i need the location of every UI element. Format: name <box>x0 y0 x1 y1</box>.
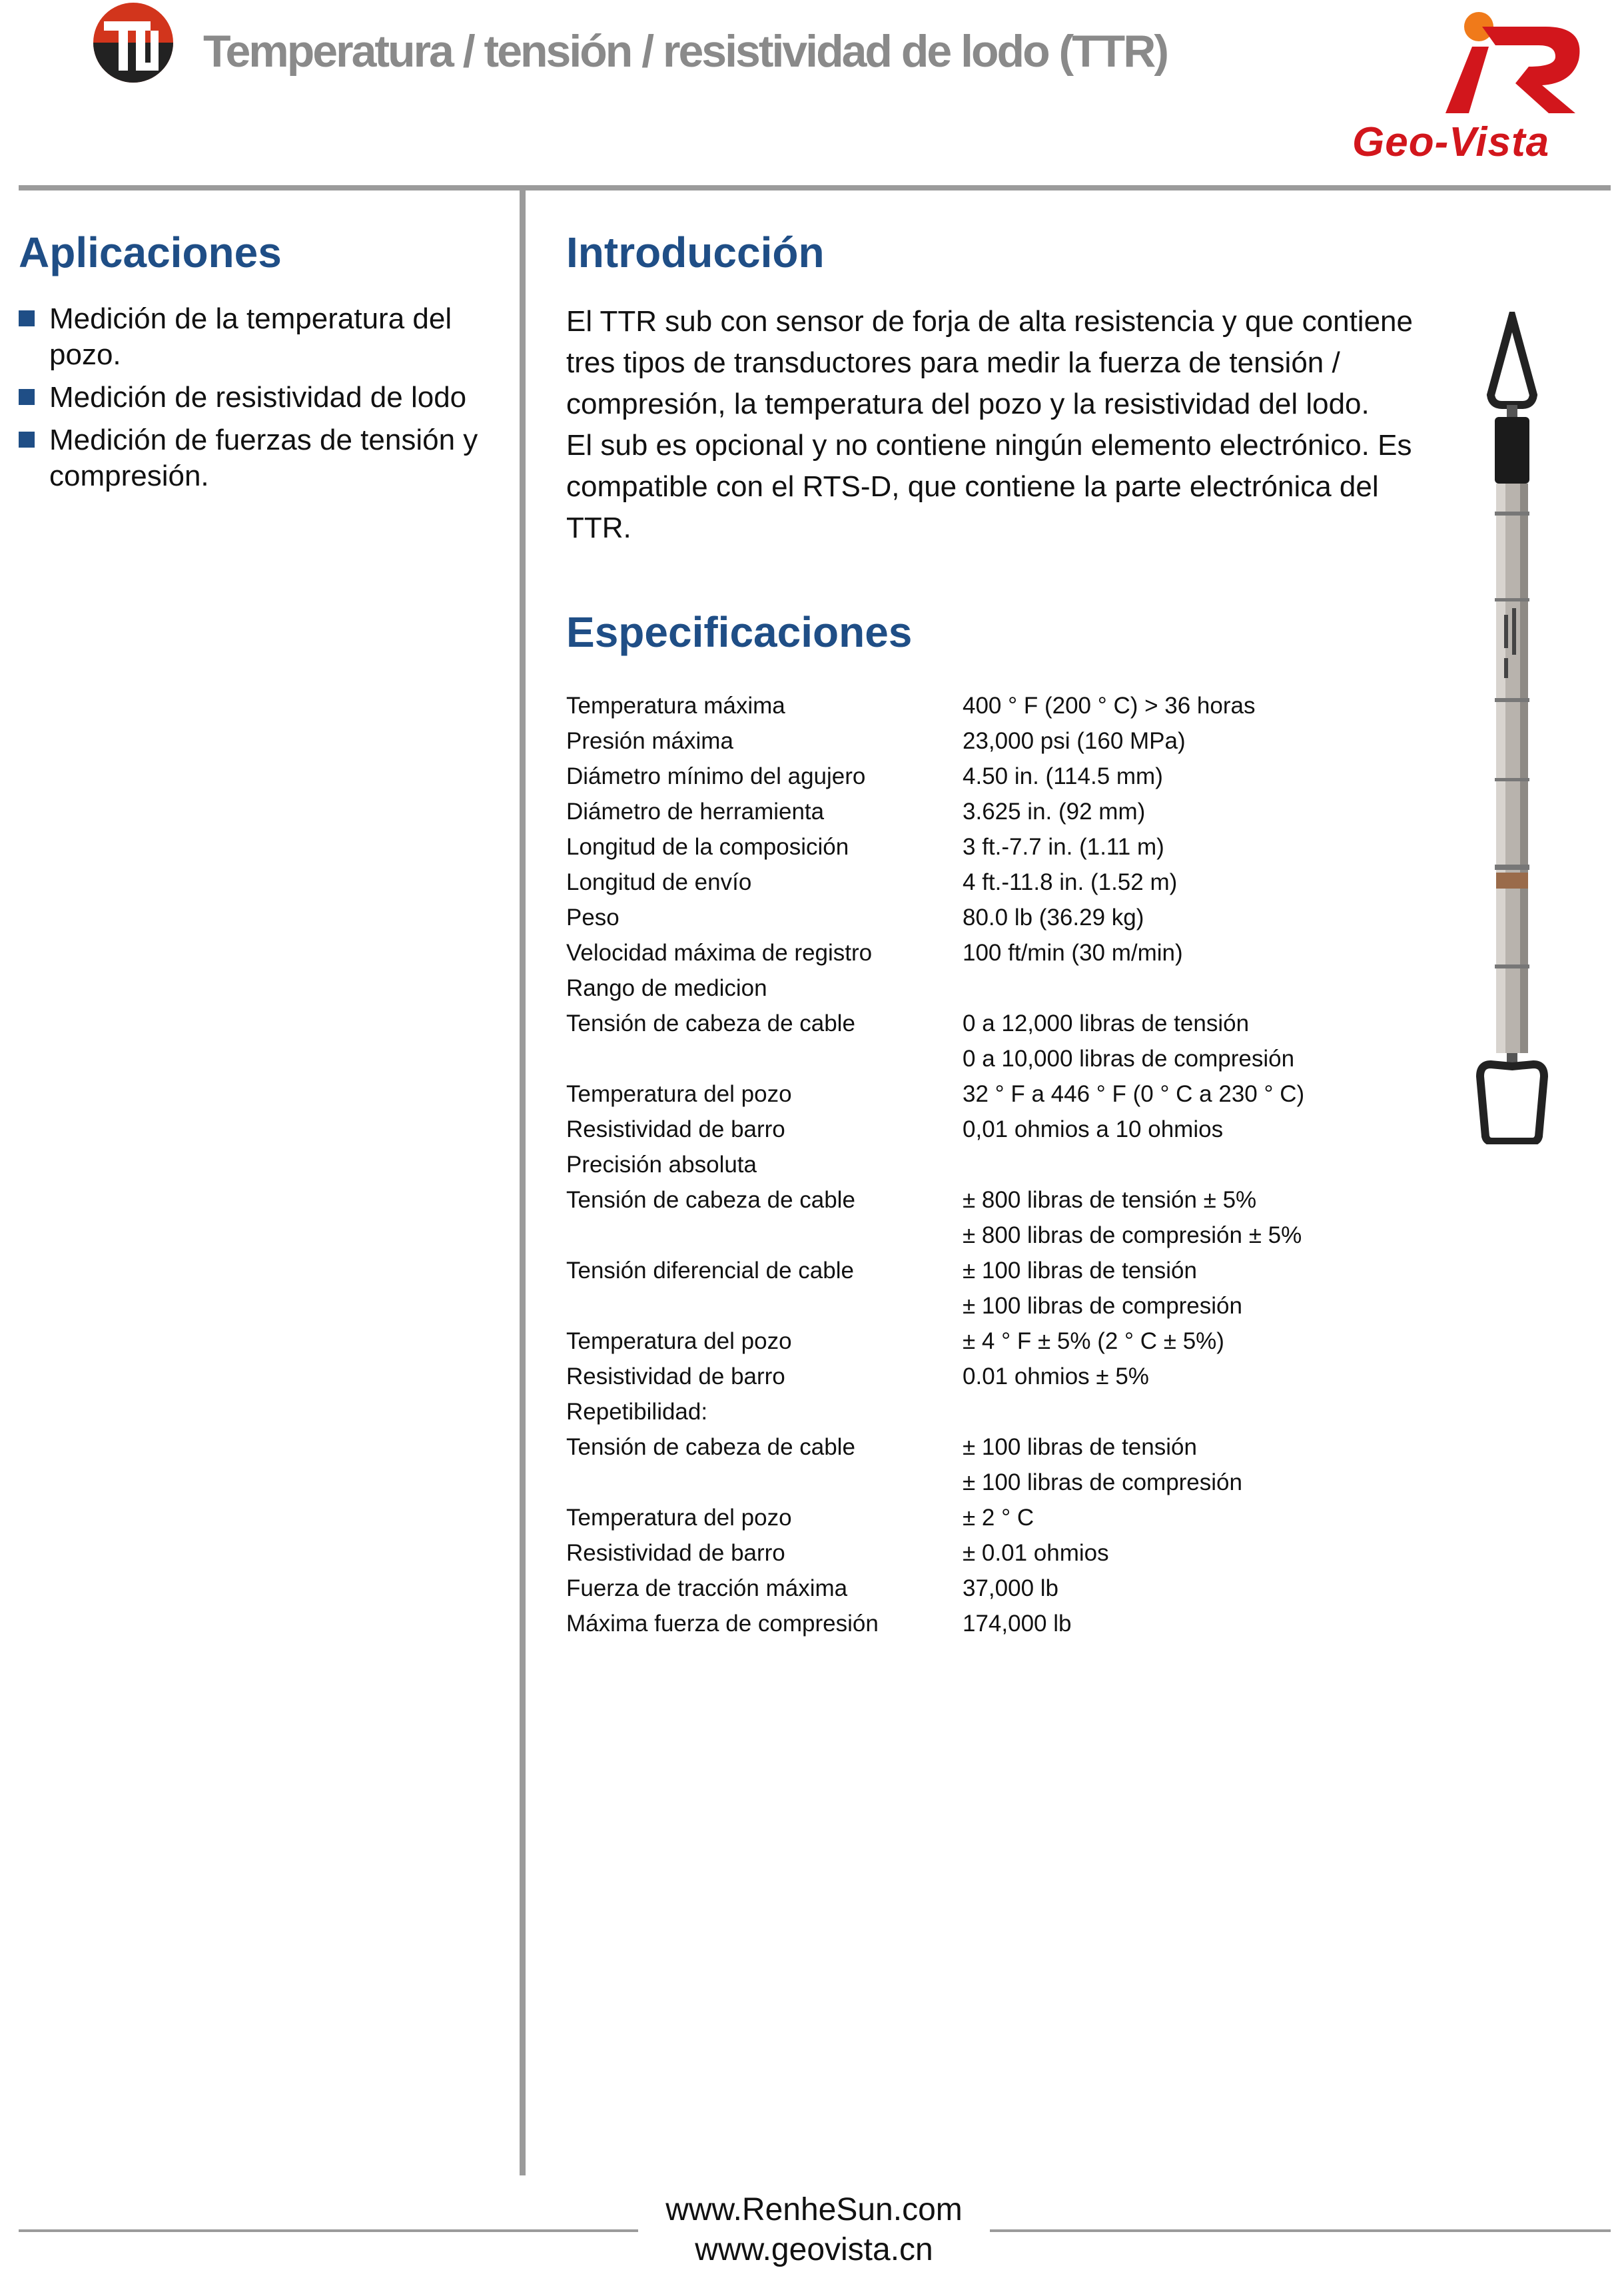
spec-label: Temperatura máxima <box>566 693 785 719</box>
table-row <box>566 1359 1304 1394</box>
spec-value: 32 ° F a 446 ° F (0 ° C a 230 ° C) <box>963 1081 1305 1107</box>
page-title: Temperatura / tensión / resistividad de lodo (TTR) <box>203 26 1167 77</box>
spec-label <box>566 1041 963 1076</box>
introduction-text <box>566 301 1432 549</box>
table-row <box>566 1288 1304 1324</box>
spec-label: Tensión de cabeza de cable <box>566 1010 855 1036</box>
table-row <box>566 794 1304 829</box>
specifications-table <box>566 688 1304 1641</box>
spec-label: Tensión de cabeza de cable <box>566 1434 855 1460</box>
spec-value: 4 ft.-11.8 in. (1.52 m) <box>963 869 1178 895</box>
table-row <box>566 1147 1304 1182</box>
list-item: Medición de la temperatura del pozo. <box>19 301 492 373</box>
spec-label: Resistividad de barro <box>566 1540 785 1566</box>
table-row <box>566 935 1304 970</box>
renhesun-link[interactable]: www.RenheSun.com <box>665 2192 963 2227</box>
spec-value: 4.50 in. (114.5 mm) <box>963 763 1163 789</box>
spec-value: 3 ft.-7.7 in. (1.11 m) <box>963 834 1164 860</box>
table-row <box>566 829 1304 865</box>
table-row <box>566 723 1304 759</box>
table-row <box>566 1218 1304 1253</box>
spec-label: Fuerza de tracción máxima <box>566 1575 848 1601</box>
spec-label: Tensión diferencial de cable <box>566 1258 854 1284</box>
table-row <box>566 1606 1304 1641</box>
company-logo-icon <box>92 1 175 84</box>
specifications-title: Especificaciones <box>566 608 913 656</box>
geo-vista-logo-icon <box>1346 0 1619 173</box>
table-row <box>566 1112 1304 1147</box>
spec-value <box>963 970 1304 1006</box>
spec-value: ± 100 libras de compresión <box>963 1469 1242 1495</box>
spec-label <box>566 1288 963 1324</box>
spec-value: 0.01 ohmios ± 5% <box>963 1363 1149 1389</box>
spec-label: Temperatura del pozo <box>566 1505 792 1531</box>
table-row <box>566 970 1304 1006</box>
square-bullet-icon <box>19 310 35 326</box>
spec-value: 0 a 10,000 libras de compresión <box>963 1046 1295 1072</box>
intro-paragraph: El sub es opcional y no contiene ningún elemento electrónico. Es compatible con el RTS-D, que contiene la parte electrónica del TTR. <box>566 429 1412 544</box>
table-row <box>566 1041 1304 1076</box>
table-row <box>566 1006 1304 1041</box>
spec-label: Resistividad de barro <box>566 1116 785 1142</box>
spec-value: ± 100 libras de tensión <box>963 1434 1197 1460</box>
table-row <box>566 865 1304 900</box>
spec-value: 0,01 ohmios a 10 ohmios <box>963 1116 1224 1142</box>
spec-value <box>963 1147 1304 1182</box>
spec-label: Diámetro mínimo del agujero <box>566 763 866 789</box>
table-row <box>566 1253 1304 1288</box>
table-row <box>566 1182 1304 1218</box>
applications-list <box>19 301 492 501</box>
table-row <box>566 688 1304 723</box>
spec-label: Diámetro de herramienta <box>566 799 825 825</box>
spec-value: 80.0 lb (36.29 kg) <box>963 905 1144 931</box>
table-row <box>566 1465 1304 1500</box>
spec-label: Temperatura del pozo <box>566 1328 792 1354</box>
spec-value <box>963 1394 1304 1429</box>
list-item: Medición de resistividad de lodo <box>19 380 492 416</box>
ttr-tool-image <box>1472 312 1552 1144</box>
table-row <box>566 1394 1304 1429</box>
square-bullet-icon <box>19 432 35 448</box>
spec-label: Peso <box>566 905 619 931</box>
spec-label: Presión máxima <box>566 728 733 754</box>
column-divider <box>520 191 526 2175</box>
spec-label: Longitud de la composición <box>566 834 849 860</box>
header-divider <box>19 185 1611 191</box>
geovista-link[interactable]: www.geovista.cn <box>695 2232 933 2267</box>
applications-title: Aplicaciones <box>19 228 282 276</box>
spec-value: 37,000 lb <box>963 1575 1059 1601</box>
spec-label: Tensión de cabeza de cable <box>566 1187 855 1213</box>
spec-value: ± 800 libras de tensión ± 5% <box>963 1187 1257 1213</box>
spec-label: Rango de medicion <box>566 975 767 1001</box>
list-item: Medición de fuerzas de tensión y compresión. <box>19 422 492 494</box>
spec-label: Velocidad máxima de registro <box>566 940 873 966</box>
footer-divider-left <box>19 2229 638 2232</box>
spec-value: 3.625 in. (92 mm) <box>963 799 1146 825</box>
spec-value: ± 0.01 ohmios <box>963 1540 1109 1566</box>
spec-value: 400 ° F (200 ° C) > 36 horas <box>963 693 1256 719</box>
table-row <box>566 1571 1304 1606</box>
table-row <box>566 1500 1304 1535</box>
spec-value: ± 100 libras de compresión <box>963 1293 1242 1319</box>
spec-value: 23,000 psi (160 MPa) <box>963 728 1186 754</box>
spec-label: Longitud de envío <box>566 869 752 895</box>
footer-divider-right <box>990 2229 1611 2232</box>
spec-label: Temperatura del pozo <box>566 1081 792 1107</box>
spec-label: Máxima fuerza de compresión <box>566 1611 879 1637</box>
table-row <box>566 759 1304 794</box>
brand-name: Geo-Vista <box>1352 119 1550 165</box>
square-bullet-icon <box>19 389 35 405</box>
spec-value: 100 ft/min (30 m/min) <box>963 940 1183 966</box>
spec-label <box>566 1465 963 1500</box>
table-row <box>566 1535 1304 1571</box>
table-row <box>566 1076 1304 1112</box>
spec-value: 0 a 12,000 libras de tensión <box>963 1010 1250 1036</box>
introduction-title: Introducción <box>566 228 825 276</box>
spec-label <box>566 1218 963 1253</box>
table-row <box>566 900 1304 935</box>
spec-label: Precisión absoluta <box>566 1152 757 1178</box>
spec-value: ± 2 ° C <box>963 1505 1034 1531</box>
table-row <box>566 1324 1304 1359</box>
spec-value: ± 4 ° F ± 5% (2 ° C ± 5%) <box>963 1328 1224 1354</box>
spec-label: Resistividad de barro <box>566 1363 785 1389</box>
spec-label: Repetibilidad: <box>566 1399 708 1425</box>
intro-paragraph: El TTR sub con sensor de forja de alta resistencia y que contiene tres tipos de transductores para medir la fuerza de tensión / compresión, la temperatura del pozo y la resistividad del lodo. <box>566 305 1413 420</box>
spec-value: ± 800 libras de compresión ± 5% <box>963 1222 1302 1248</box>
spec-value: 174,000 lb <box>963 1611 1072 1637</box>
spec-value: ± 100 libras de tensión <box>963 1258 1197 1284</box>
table-row <box>566 1429 1304 1465</box>
